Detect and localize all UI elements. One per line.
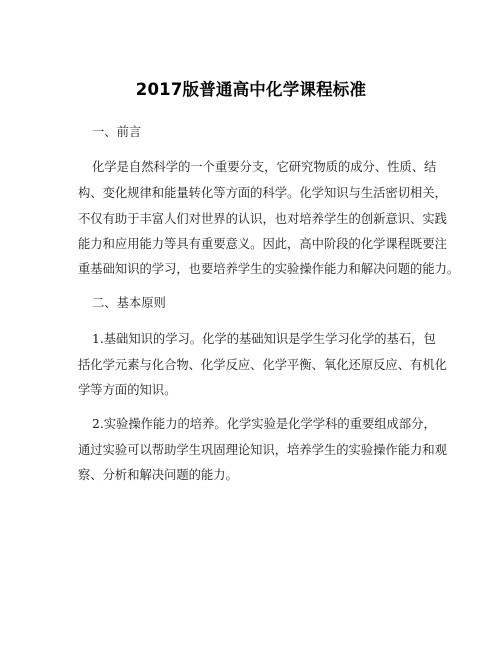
paragraph-line: 不仅有助于丰富人们对世界的认识，也对培养学生的创新意识、实践 [78,212,447,226]
paragraph-line: 1.基础知识的学习。化学的基础知识是学生学习化学的基石，包 [92,332,436,346]
paragraph-line: 察、分析和解决问题的能力。 [78,468,238,482]
document-title: 2017版普通高中化学课程标准 [135,80,367,99]
paragraph-line: 重基础知识的学习，也要培养学生的实验操作能力和解决问题的能力。 [78,262,460,276]
paragraph-line: 能力和应用能力等具有重要意义。因此，高中阶段的化学课程既要注 [78,237,447,251]
paragraph-line: 化学是自然科学的一个重要分支，它研究物质的成分、性质、结 [92,160,437,174]
paragraph-line: 括化学元素与化合物、化学反应、化学平衡、氧化还原反应、有机化 [78,358,447,372]
paragraph-line: 2.实验操作能力的培养。化学实验是化学学科的重要组成部分， [92,417,436,431]
paragraph-line: 学等方面的知识。 [78,383,177,397]
paragraph-line: 通过实验可以帮助学生巩固理论知识，培养学生的实验操作能力和观 [78,443,447,457]
section-heading-preface: 一、前言 [92,125,142,139]
paragraph-line: 构、变化规律和能量转化等方面的科学。化学知识与生活密切相关， [78,186,447,200]
section-heading-principles: 二、基本原则 [92,296,166,310]
